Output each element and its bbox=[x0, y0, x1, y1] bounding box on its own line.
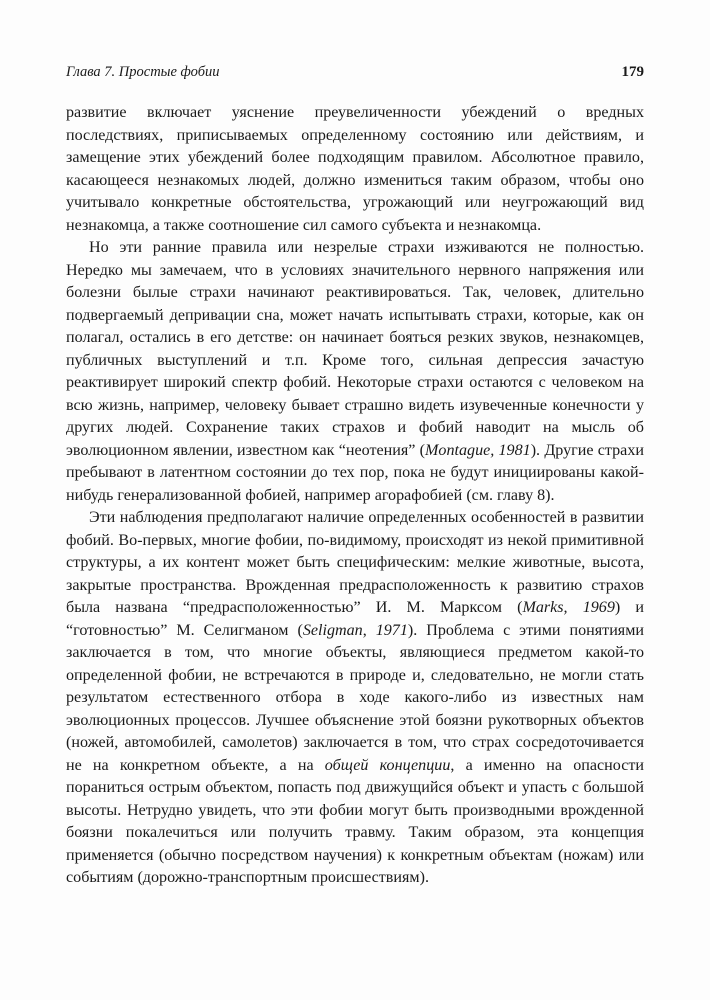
chapter-title: Глава 7. Простые фобии bbox=[66, 64, 220, 80]
paragraph-2 bbox=[66, 237, 644, 507]
text-segment: развитие включает уяснение преувеличенности убеждений о вредных последствиях, приписываемых определенному состоянию или действиям, и замещение этих убеждений более подходящим правилом. Абсолютное правило, касающееся незнакомых людей, должно измениться таким образом, чтобы оно учитывало конкретные обстоятельства, угрожающий или неугрожающий вид незнакомца, а также соотношение сил самого субъекта и незнакомца. bbox=[66, 104, 644, 234]
text-segment: , bbox=[362, 621, 376, 639]
citation: Seligman bbox=[302, 621, 363, 639]
text-segment: ). Другие страхи пребывают в латентном состоянии до тех пор, пока не будут инициированы какой-нибудь генерализованной фобией, например агорафобией (см. главу 8). bbox=[66, 441, 644, 504]
running-head bbox=[66, 64, 644, 84]
text-segment: ). Проблема с этими понятиями заключается в том, что многие объекты, являющиеся предметом какой-то определенной фобии, не встречаются в природе и, следовательно, не могли стать результатом естественного отбора в ходе какого-либо из известных нам эволюционных процессов. Лучшее объяснение этой боязни рукотворных объектов (ножей, автомобилей, самолетов) заключается в том, что страх сосредоточивается не на конкретном объекте, а на bbox=[66, 621, 645, 774]
text-segment: Но эти ранние правила или незрелые страхи изживаются не полностью. Нередко мы замечаем, что в условиях значительного нервного напряжения или болезни былые страхи начинают реактивироваться. Так, человек, длительно подвергаемый депривации сна, может начать испытывать страхи, которые, как он полагал, остались в его детстве: он начинает бояться резких звуков, незнакомцев, публичных выступлений и т.п. Кроме того, сильная депрессия зачастую реактивирует широкий спектр фобий. Некоторые страхи остаются с человеком на всю жизнь, например, человеку бывает страшно видеть изувеченные конечности у других людей. Сохранение таких страхов и фобий наводит на мысль об эволюционном явлении, известном как “неотения” ( bbox=[66, 239, 644, 459]
citation: 1971 bbox=[375, 621, 408, 639]
paragraph-1 bbox=[66, 102, 644, 237]
citation: Marks, 1969 bbox=[522, 599, 615, 616]
citation: Montague, 1981 bbox=[425, 441, 531, 459]
paragraph-3 bbox=[66, 507, 644, 890]
page-number: 179 bbox=[621, 64, 644, 80]
text-segment: , а именно на опасности пораниться острым объектом, попасть под движущийся объект и упасть с большой высоты. Нетрудно увидеть, что эти фобии могут быть производными врожденной боязни покалечиться или получить травму. Таким образом, эта концепция применяется (обычно посредством научения) к конкретным объектам (ножам) или событиям (дорожно-транспортным происшествиям). bbox=[66, 756, 644, 886]
body-text bbox=[66, 102, 644, 890]
text-segment: Эти наблюдения предполагают наличие определенных особенностей в развитии фобий. Во-первых, многие фобии, по-видимому, происходят из некой примитивной структуры, а их контент может быть специфическим: мелкие животные, высота, закрытые пространства. Врожденная предрасположенность к развитию страхов была названа “предрасположенностью” И. М. Марксом ( bbox=[66, 509, 644, 616]
text-segment: ) и “готовностью” М. Селигманом ( bbox=[66, 599, 645, 639]
emphasis: общей концепции bbox=[324, 756, 451, 774]
